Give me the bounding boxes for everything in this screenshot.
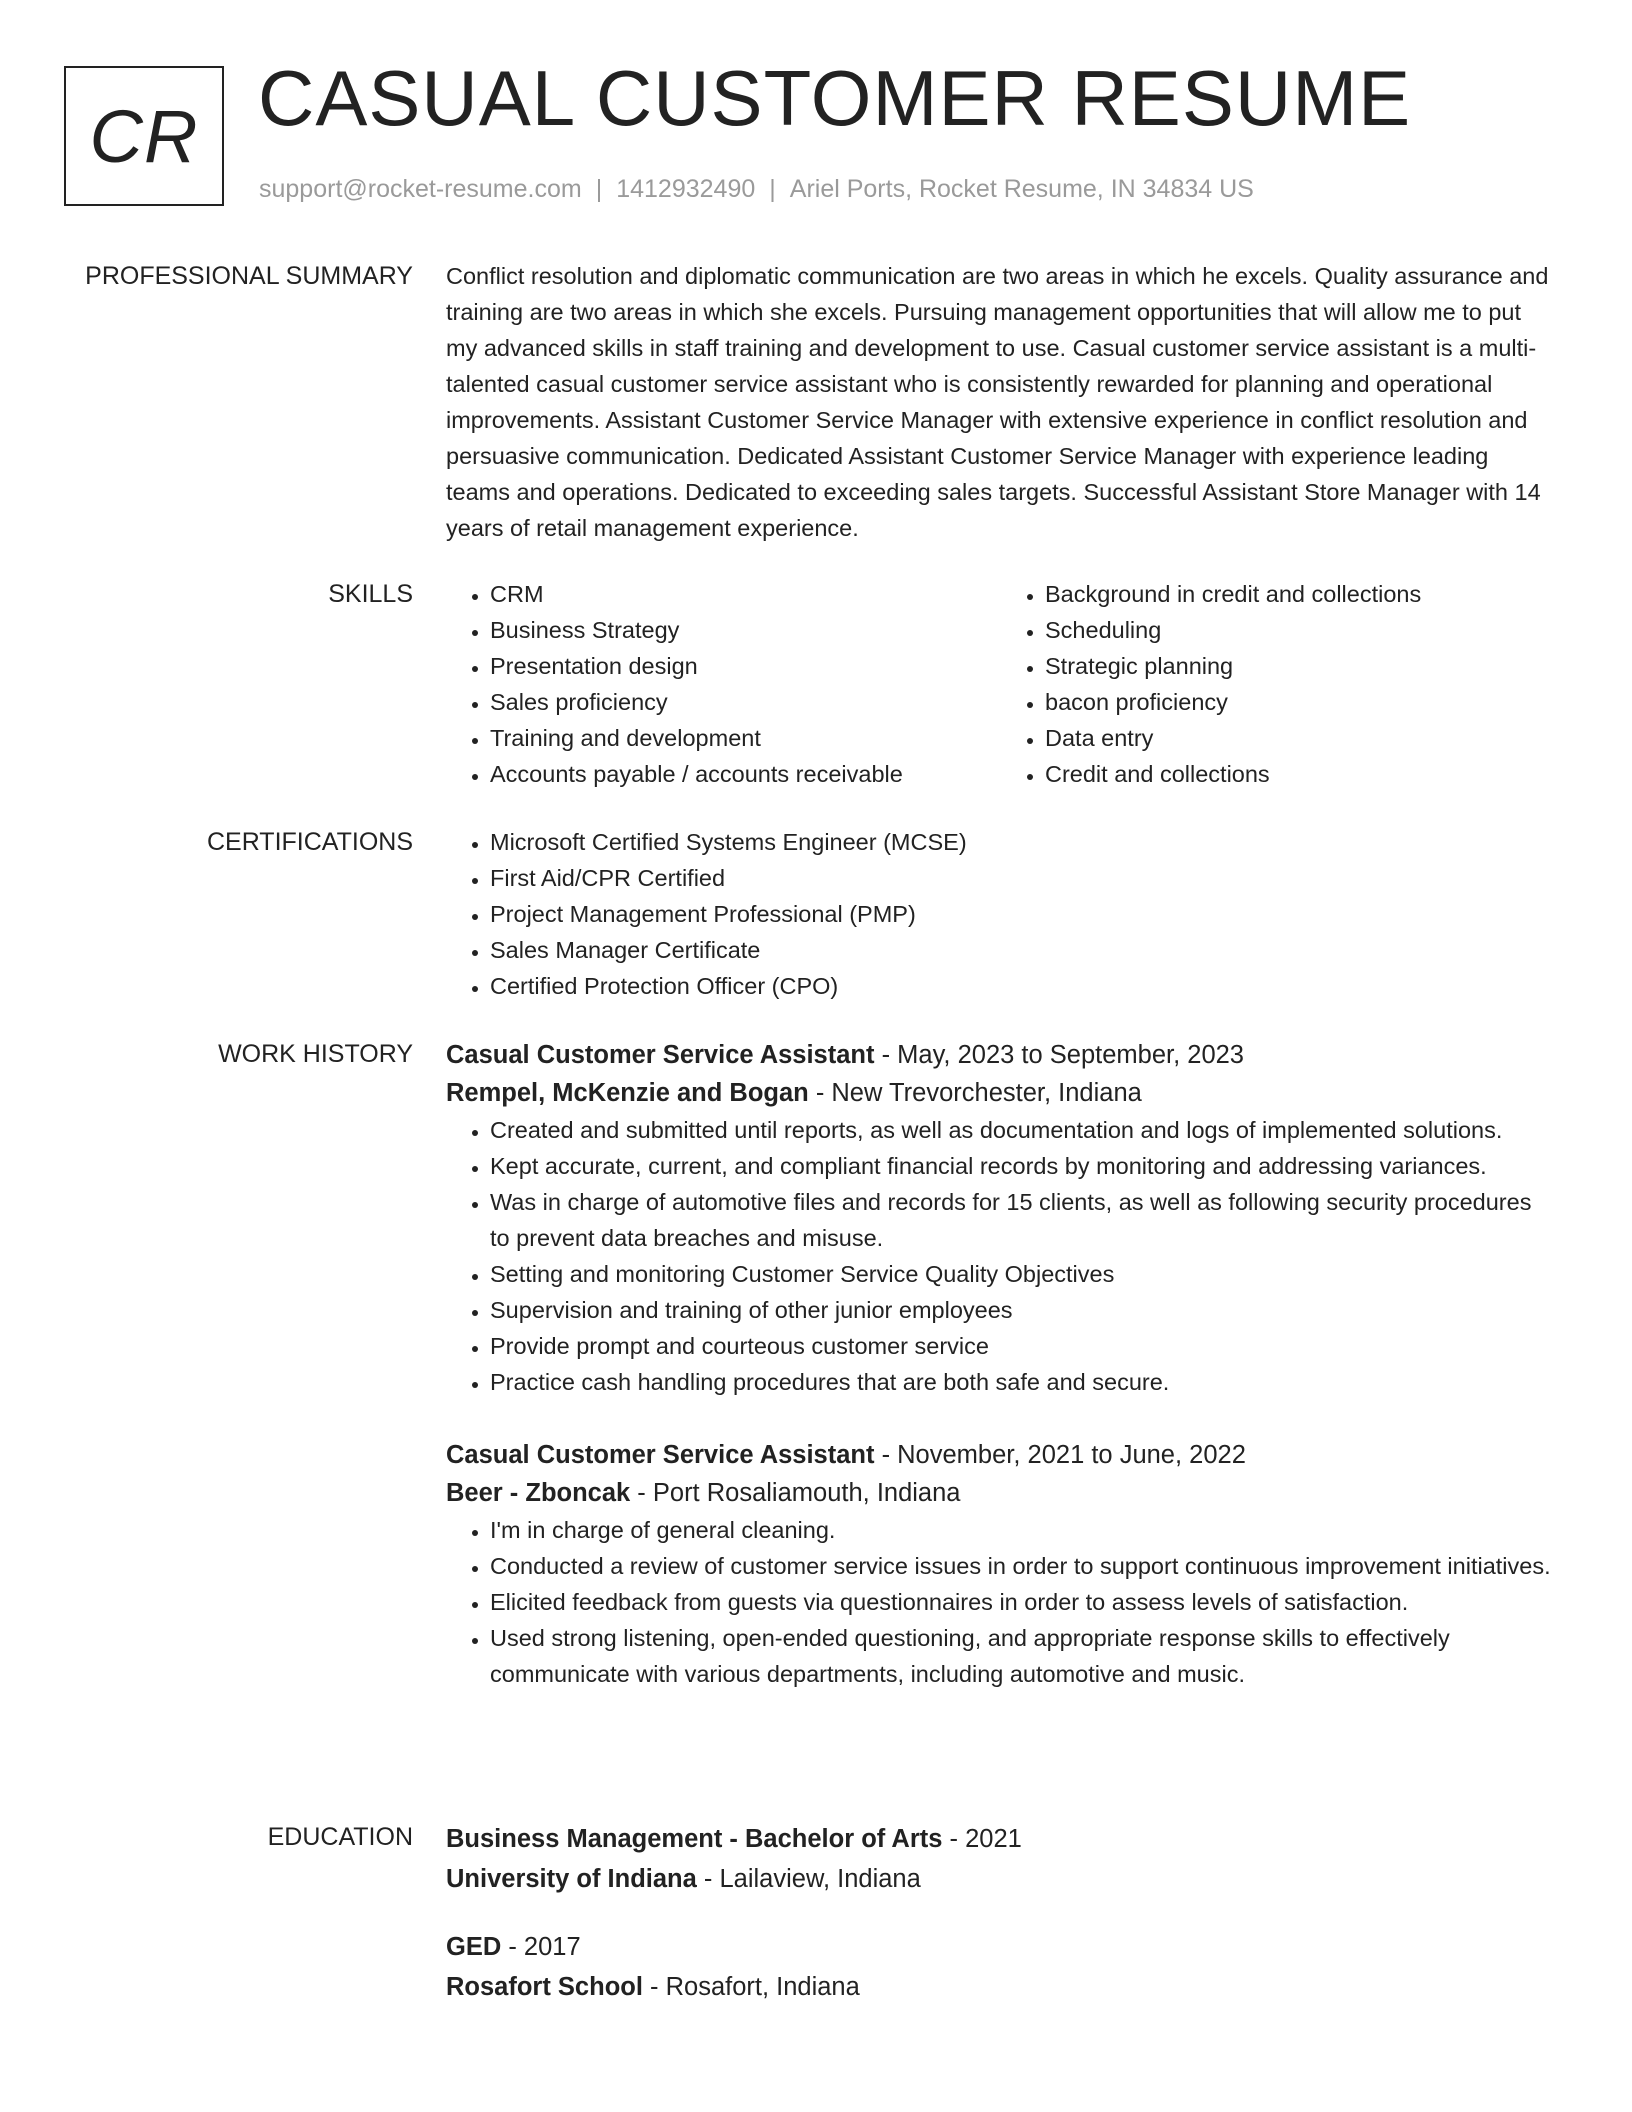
- section-label-summary: PROFESSIONAL SUMMARY: [85, 262, 413, 290]
- job-duty-item: • Kept accurate, current, and compliant financial records by monitoring and addressing variances.: [490, 1148, 1556, 1184]
- job-title: Casual Customer Service Assistant: [446, 1041, 875, 1069]
- job-duty-item: • Practice cash handling procedures that are both safe and secure.: [490, 1364, 1556, 1400]
- section-label-education: EDUCATION: [267, 1823, 413, 1851]
- job-title: Casual Customer Service Assistant: [446, 1441, 875, 1469]
- skill-item: • Scheduling: [1045, 612, 1556, 648]
- monogram-initials: CR: [64, 66, 224, 206]
- job-location: - Port Rosaliamouth, Indiana: [630, 1479, 961, 1507]
- education-year: - 2017: [501, 1933, 581, 1961]
- education-degree: GED: [446, 1933, 502, 1961]
- certifications-list: [446, 824, 1556, 1004]
- job-duty-item: • Was in charge of automotive files and records for 15 clients, as well as following security procedures to prevent data breaches and misuse.: [490, 1184, 1556, 1256]
- certification-item: • First Aid/CPR Certified: [490, 860, 1556, 896]
- certification-item: • Certified Protection Officer (CPO): [490, 968, 1556, 1004]
- certification-item: • Project Management Professional (PMP): [490, 896, 1556, 932]
- job-duty-item: • Setting and monitoring Customer Service Quality Objectives: [490, 1256, 1556, 1292]
- contact-line: [259, 175, 1254, 204]
- skill-item: • Strategic planning: [1045, 648, 1556, 684]
- section-label-work-history: WORK HISTORY: [218, 1040, 413, 1068]
- job-duty-item: • Used strong listening, open-ended questioning, and appropriate response skills to effectively communicate with various departments, including automotive and music.: [490, 1620, 1556, 1692]
- skill-item: • CRM: [490, 576, 1001, 612]
- summary-text: Conflict resolution and diplomatic communication are two areas in which he excels. Quality assurance and training are two areas in which she excels. Pursuing management opportunities that will allow me to put my advanced skills in staff training and development to use. Casual customer service assistant is a multi-talented casual customer service assistant who is consistently rewarded for planning and operational improvements. Assistant Customer Service Manager with extensive experience in conflict resolution and persuasive communication. Dedicated Assistant Customer Service Manager with experience leading teams and operations. Dedicated to exceeding sales targets. Successful Assistant Store Manager with 14 years of retail management experience.: [446, 263, 1549, 541]
- certification-item: • Microsoft Certified Systems Engineer (MCSE): [490, 824, 1556, 860]
- education-degree: Business Management - Bachelor of Arts: [446, 1825, 943, 1853]
- education-location: - Lailaview, Indiana: [696, 1865, 921, 1893]
- education-degree-line: [446, 1927, 1556, 1967]
- education-school: University of Indiana: [446, 1865, 697, 1893]
- resume-title: CASUAL CUSTOMER RESUME: [258, 54, 1412, 142]
- skills-list-left: [446, 576, 1001, 792]
- job-company-line: [446, 1474, 1556, 1512]
- job-duty-item: • Elicited feedback from guests via questionnaires in order to assess levels of satisfaction.: [490, 1584, 1556, 1620]
- contact-address: Ariel Ports, Rocket Resume, IN 34834 US: [789, 175, 1254, 203]
- skill-item: • Presentation design: [490, 648, 1001, 684]
- skill-item: • Credit and collections: [1045, 756, 1556, 792]
- education-school-line: [446, 1967, 1556, 2007]
- education-entry: [446, 1819, 1556, 1899]
- contact-separator: |: [595, 175, 603, 203]
- job-company: Beer - Zboncak: [446, 1479, 631, 1507]
- job-duty-item: • Created and submitted until reports, as well as documentation and logs of implemented solutions.: [490, 1112, 1556, 1148]
- skill-item: • Business Strategy: [490, 612, 1001, 648]
- education-year: - 2021: [942, 1825, 1022, 1853]
- contact-separator: |: [769, 175, 776, 203]
- skill-item: • Accounts payable / accounts receivable: [490, 756, 1001, 792]
- skill-item: • Background in credit and collections: [1045, 576, 1556, 612]
- education-entry: [446, 1927, 1556, 2007]
- section-label-certifications: CERTIFICATIONS: [206, 828, 413, 856]
- job-duties-list: [446, 1512, 1556, 1692]
- education-school: Rosafort School: [446, 1973, 643, 2001]
- skills-list-right: [1001, 576, 1556, 792]
- skill-item: • Training and development: [490, 720, 1001, 756]
- job-location: - New Trevorchester, Indiana: [808, 1079, 1142, 1107]
- job-title-line: [446, 1036, 1556, 1074]
- job-dates: - May, 2023 to September, 2023: [874, 1041, 1244, 1069]
- job-dates: - November, 2021 to June, 2022: [874, 1441, 1246, 1469]
- section-label-skills: SKILLS: [328, 580, 413, 608]
- contact-phone: 1412932490: [616, 175, 756, 203]
- job-entry: [446, 1036, 1556, 1400]
- job-title-line: [446, 1436, 1556, 1474]
- job-duty-item: • Provide prompt and courteous customer service: [490, 1328, 1556, 1364]
- job-duty-item: • I'm in charge of general cleaning.: [490, 1512, 1556, 1548]
- certification-item: • Sales Manager Certificate: [490, 932, 1556, 968]
- education-school-line: [446, 1859, 1556, 1899]
- skill-item: • Sales proficiency: [490, 684, 1001, 720]
- education-degree-line: [446, 1819, 1556, 1859]
- job-duty-item: • Conducted a review of customer service issues in order to support continuous improvement initiatives.: [490, 1548, 1556, 1584]
- job-company-line: [446, 1074, 1556, 1112]
- skill-item: • Data entry: [1045, 720, 1556, 756]
- skill-item: • bacon proficiency: [1045, 684, 1556, 720]
- education-location: - Rosafort, Indiana: [642, 1973, 860, 2001]
- job-duties-list: [446, 1112, 1556, 1400]
- job-duty-item: • Supervision and training of other junior employees: [490, 1292, 1556, 1328]
- job-entry: [446, 1436, 1556, 1692]
- contact-email: support@rocket-resume.com: [259, 175, 582, 203]
- job-company: Rempel, McKenzie and Bogan: [446, 1079, 809, 1107]
